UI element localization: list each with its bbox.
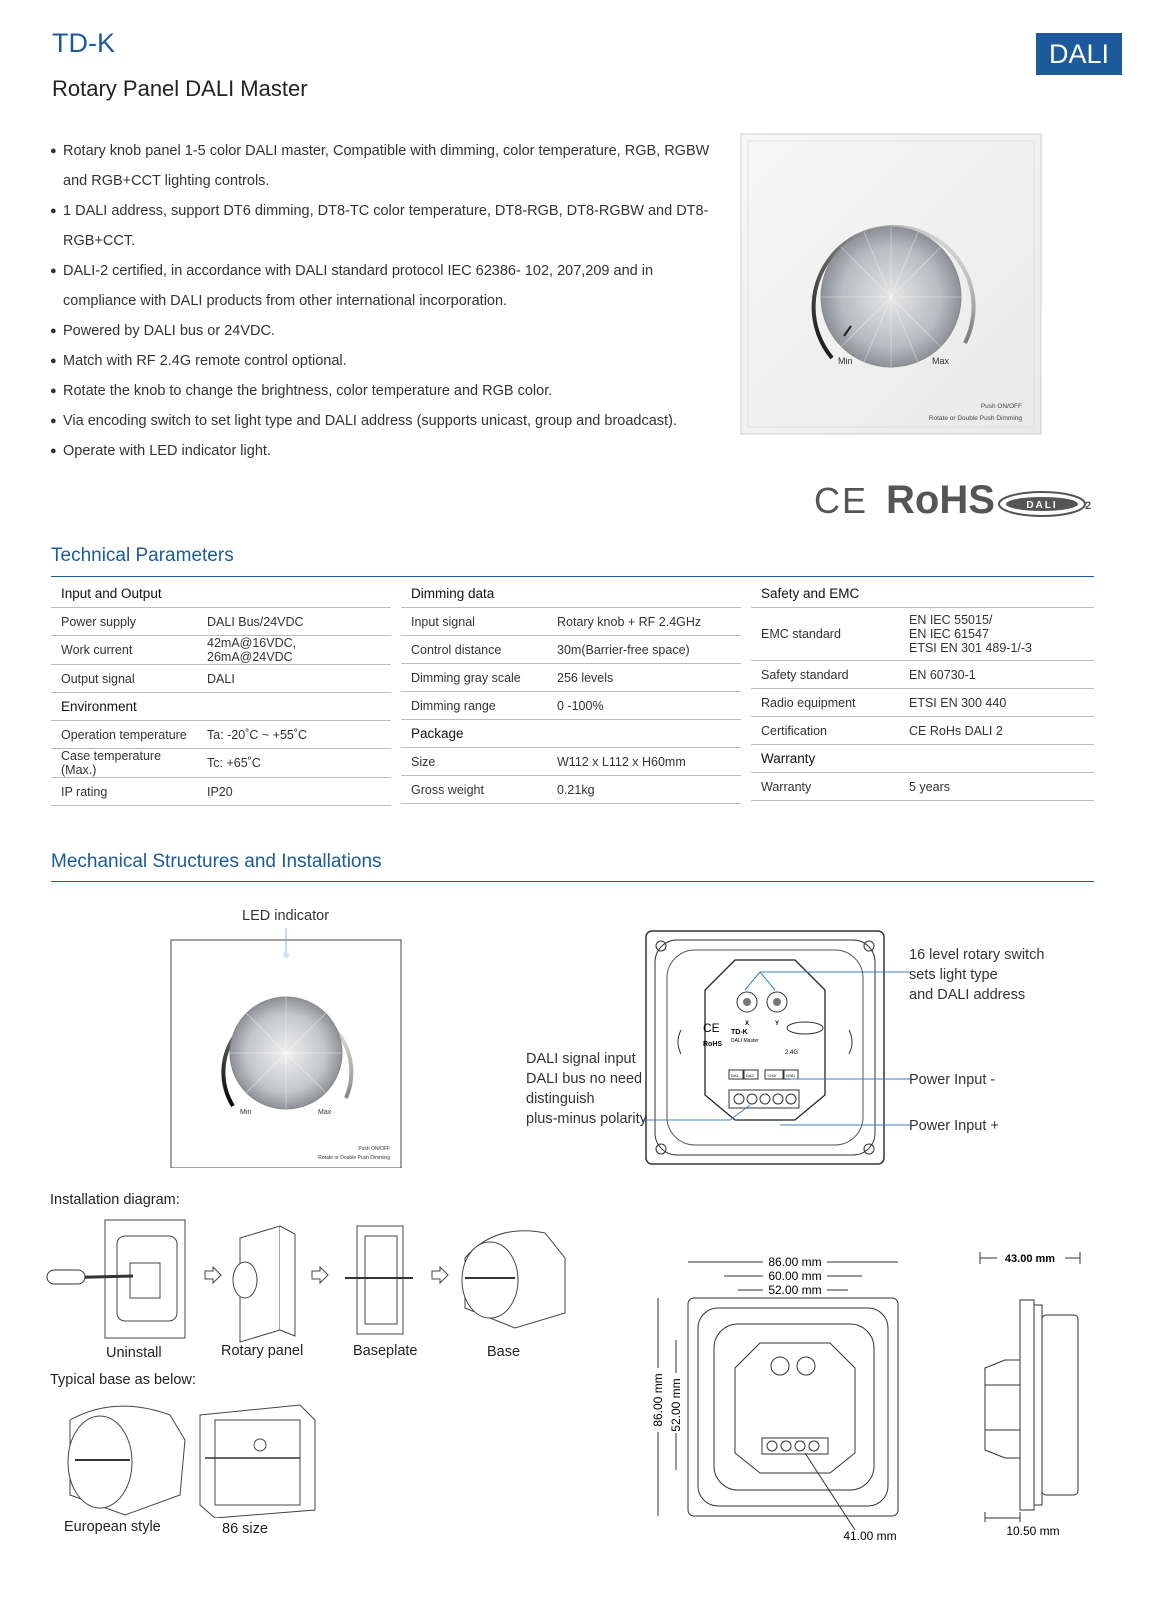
package-header: Package (401, 720, 741, 748)
term-24v: +24V (767, 1073, 777, 1078)
dim-86-height: 86.00 mm (651, 1373, 665, 1427)
param-label: Warranty (751, 773, 899, 801)
back-ce: CE (703, 1021, 720, 1035)
tech-title: Technical Parameters (51, 545, 234, 566)
caption-base: Base (487, 1344, 521, 1360)
param-value: 0 -100% (547, 692, 741, 720)
product-name: Rotary Panel DALI Master (52, 76, 308, 101)
dali-badge: DALI (1036, 33, 1122, 75)
front-min: Min (240, 1109, 252, 1116)
ce-logo: CE (814, 480, 869, 521)
emc-line: EN IEC 55015/ (909, 613, 993, 627)
led-indicator-label: LED indicator (242, 908, 330, 924)
dim-52-width: 52.00 mm (768, 1283, 822, 1297)
note-line: sets light type (909, 967, 998, 983)
photo-hint-1: Push ON/OFF (980, 403, 1022, 410)
photo-hint-2: Rotate or Double Push Dimming (928, 415, 1022, 422)
tech-table-dimming (401, 580, 741, 804)
param-value: Tc: +65˚C (197, 749, 391, 778)
power-minus-label: Power Input - (909, 1072, 996, 1088)
env-header: Environment (51, 693, 391, 721)
caption-86-size: 86 size (222, 1521, 268, 1537)
param-label: Output signal (51, 665, 197, 693)
warranty-header: Warranty (751, 745, 1094, 773)
term-da2: DA2 (746, 1073, 754, 1078)
param-label: Gross weight (401, 776, 547, 804)
param-label: Work current (51, 636, 197, 665)
dim-86-width: 86.00 mm (768, 1255, 822, 1269)
param-label: Power supply (51, 608, 197, 636)
rotary-panel-image (740, 133, 1042, 435)
param-value: Rotary knob + RF 2.4GHz (547, 608, 741, 636)
param-label: Dimming gray scale (401, 664, 547, 692)
feature-item: ● Rotate the knob to change the brightness, color temperature and RGB color. (50, 376, 710, 406)
param-label: Input signal (401, 608, 547, 636)
dim-60-width: 60.00 mm (768, 1269, 822, 1283)
mech-rule (51, 881, 1094, 882)
param-value: IP20 (197, 778, 391, 806)
param-value: 42mA@16VDC, 26mA@24VDC (197, 636, 391, 665)
param-label: Case temperature (Max.) (51, 749, 197, 778)
note-line: DALI bus no need (526, 1071, 643, 1087)
param-value: 0.21kg (547, 776, 741, 804)
model-title: TD-K (52, 28, 115, 58)
callout-lines (640, 960, 920, 1140)
param-value (899, 608, 1094, 661)
caption-european: European style (64, 1519, 161, 1535)
front-hint-2: Rotate or Double Push Dimming (318, 1155, 390, 1161)
product-photo (740, 133, 1042, 435)
io-header: Input and Output (51, 580, 391, 608)
caption-uninstall: Uninstall (106, 1345, 162, 1361)
param-label: EMC standard (751, 608, 899, 661)
feature-list (50, 136, 710, 466)
feature-item: ● Via encoding switch to set light type and DALI address (supports unicast, group and broadcast). (50, 406, 710, 436)
dali-signal-note (526, 1049, 647, 1129)
param-label: Control distance (401, 636, 547, 664)
tech-table-safety (751, 580, 1094, 801)
dimming-header: Dimming data (401, 580, 741, 608)
emc-line: EN IEC 61547 (909, 627, 989, 641)
param-label: Size (401, 748, 547, 776)
param-value: DALI Bus/24VDC (197, 608, 391, 636)
dali-logo-version: 2 (1085, 500, 1092, 512)
back-rf: 2.4G (785, 1050, 799, 1056)
dali-logo (997, 490, 1093, 518)
term-da1: DA1 (731, 1073, 739, 1078)
emc-line: ETSI EN 301 489-1/-3 (909, 641, 1032, 655)
feature-item: ● Rotary knob panel 1-5 color DALI master, Compatible with dimming, color temperature, RGB, RGBW and RGB+CCT lighting controls. (50, 136, 710, 196)
note-line: and DALI address (909, 987, 1026, 1003)
rotary-switch-note (909, 945, 1044, 1005)
install-title: Installation diagram: (50, 1192, 180, 1208)
param-value: 5 years (899, 773, 1094, 801)
front-hint-1: Push ON/OFF (358, 1146, 390, 1152)
dimension-drawing-side (975, 1250, 1090, 1540)
front-view-drawing (170, 928, 402, 1168)
tech-table-io (51, 580, 391, 806)
param-label: Radio equipment (751, 689, 899, 717)
param-label: Operation temperature (51, 721, 197, 749)
safety-header: Safety and EMC (751, 580, 1094, 608)
dim-43-depth: 43.00 mm (1004, 1253, 1056, 1265)
term-gnd: GND (786, 1073, 795, 1078)
dim-41-width: 41.00 mm (843, 1529, 897, 1543)
param-value: W112 x L112 x H60mm (547, 748, 741, 776)
param-value: Ta: -20˚C ~ +55˚C (197, 721, 391, 749)
param-value: DALI (197, 665, 391, 693)
install-diagram (45, 1218, 585, 1343)
back-x: X (745, 1021, 750, 1027)
feature-item: ● 1 DALI address, support DT6 dimming, DT8-TC color temperature, DT8-RGB, DT8-RGBW and DT8-RGB+CCT. (50, 196, 710, 256)
note-line: plus-minus polarity (526, 1111, 647, 1127)
caption-baseplate: Baseplate (353, 1343, 418, 1359)
feature-item: ● Operate with LED indicator light. (50, 436, 710, 466)
typical-title: Typical base as below: (50, 1372, 196, 1388)
front-max: Max (318, 1109, 332, 1116)
photo-max-label: Max (932, 356, 950, 366)
tech-rule (51, 576, 1094, 577)
dim-10-depth: 10.50 mm (1006, 1524, 1060, 1538)
feature-item: ● Powered by DALI bus or 24VDC. (50, 316, 710, 346)
photo-min-label: Min (838, 356, 853, 366)
param-value: EN 60730-1 (899, 661, 1094, 689)
param-label: Certification (751, 717, 899, 745)
back-y: Y (775, 1021, 780, 1027)
dim-52-height: 52.00 mm (669, 1378, 683, 1432)
dali-logo-text: DALI (1026, 500, 1058, 511)
note-line: distinguish (526, 1091, 595, 1107)
note-line: DALI signal input (526, 1051, 636, 1067)
param-label: IP rating (51, 778, 197, 806)
param-value: ETSI EN 300 440 (899, 689, 1094, 717)
rohs-logo: RoHS (886, 478, 995, 522)
dimension-drawing-front (640, 1248, 910, 1548)
caption-rotary-panel: Rotary panel (221, 1343, 304, 1359)
power-plus-label: Power Input + (909, 1118, 999, 1134)
note-line: 16 level rotary switch (909, 947, 1045, 963)
param-label: Safety standard (751, 661, 899, 689)
param-value: 30m(Barrier-free space) (547, 636, 741, 664)
back-name: DALI Master (731, 1038, 759, 1044)
mech-title: Mechanical Structures and Installations (51, 851, 382, 872)
back-rohs: RoHS (703, 1041, 723, 1048)
feature-item: ● DALI-2 certified, in accordance with DALI standard protocol IEC 62386- 102, 207,209 and in compliance with DALI products from other international incorporation. (50, 256, 710, 316)
typical-base-drawing (55, 1400, 330, 1518)
feature-item: ● Match with RF 2.4G remote control optional. (50, 346, 710, 376)
param-value: CE RoHs DALI 2 (899, 717, 1094, 745)
back-model: TD-K (731, 1029, 748, 1036)
param-value: 256 levels (547, 664, 741, 692)
param-label: Dimming range (401, 692, 547, 720)
